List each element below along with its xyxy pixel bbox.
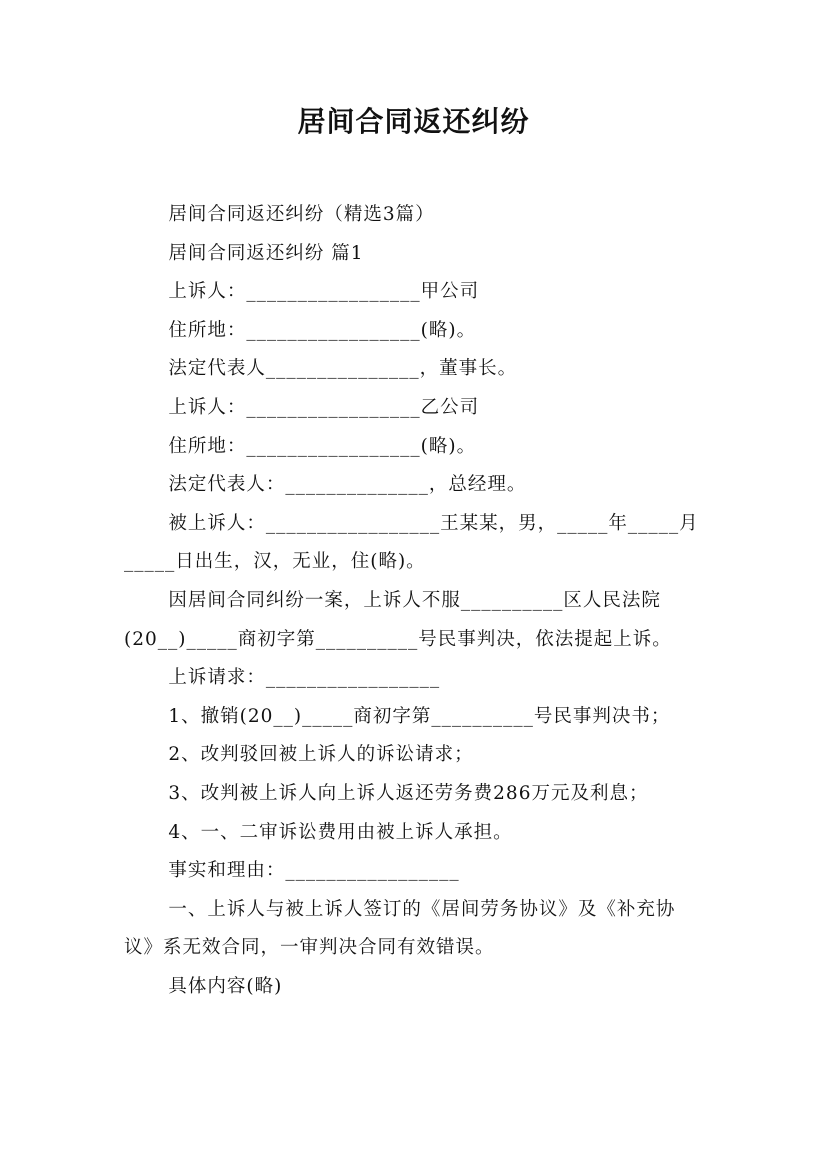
paragraph-subtitle: 居间合同返还纠纷（精选3篇） <box>168 204 435 225</box>
paragraph-details: 具体内容(略) <box>168 975 283 997</box>
paragraph-request-4: 4、一、二审诉讼费用由被上诉人承担。 <box>168 821 513 843</box>
paragraph-request-3: 3、改判被上诉人向上诉人返还劳务费286万元及利息； <box>168 782 649 804</box>
paragraph-request-2: 2、改判驳回被上诉人的诉讼请求； <box>168 744 474 766</box>
paragraph-address-2: 住所地：_________________(略)。 <box>168 435 477 457</box>
paragraph-address-1: 住所地：_________________(略)。 <box>168 319 477 341</box>
document-body <box>124 196 704 1006</box>
paragraph-fact-1: 一、上诉人与被上诉人签订的《居间劳务协议》及《补充协议》系无效合同，一审判决合同有效错误。 <box>124 898 676 959</box>
paragraph-facts-heading: 事实和理由：_________________ <box>168 860 460 882</box>
paragraph-appellant-1: 上诉人：_________________甲公司 <box>168 281 480 303</box>
paragraph-requests-heading: 上诉请求：_________________ <box>168 667 441 689</box>
paragraph-section-heading: 居间合同返还纠纷 篇1 <box>168 242 364 264</box>
paragraph-legal-rep-1: 法定代表人_______________，董事长。 <box>168 358 518 380</box>
document-title: 居间合同返还纠纷 <box>297 105 530 138</box>
paragraph-legal-rep-2: 法定代表人：______________，总经理。 <box>168 474 527 496</box>
paragraph-request-1: 1、撤销(20__)_____商初字第__________号民事判决书； <box>168 705 671 727</box>
paragraph-appellant-2: 上诉人：_________________乙公司 <box>168 396 480 418</box>
paragraph-case-intro: 因居间合同纠纷一案，上诉人不服__________区人民法院(20__)_____商初字第__________号民事判决，依法提起上诉。 <box>124 589 672 650</box>
paragraph-appellee: 被上诉人：_________________王某某，男，_____年_____月_____日出生，汉，无业，住(略)。 <box>124 512 699 573</box>
